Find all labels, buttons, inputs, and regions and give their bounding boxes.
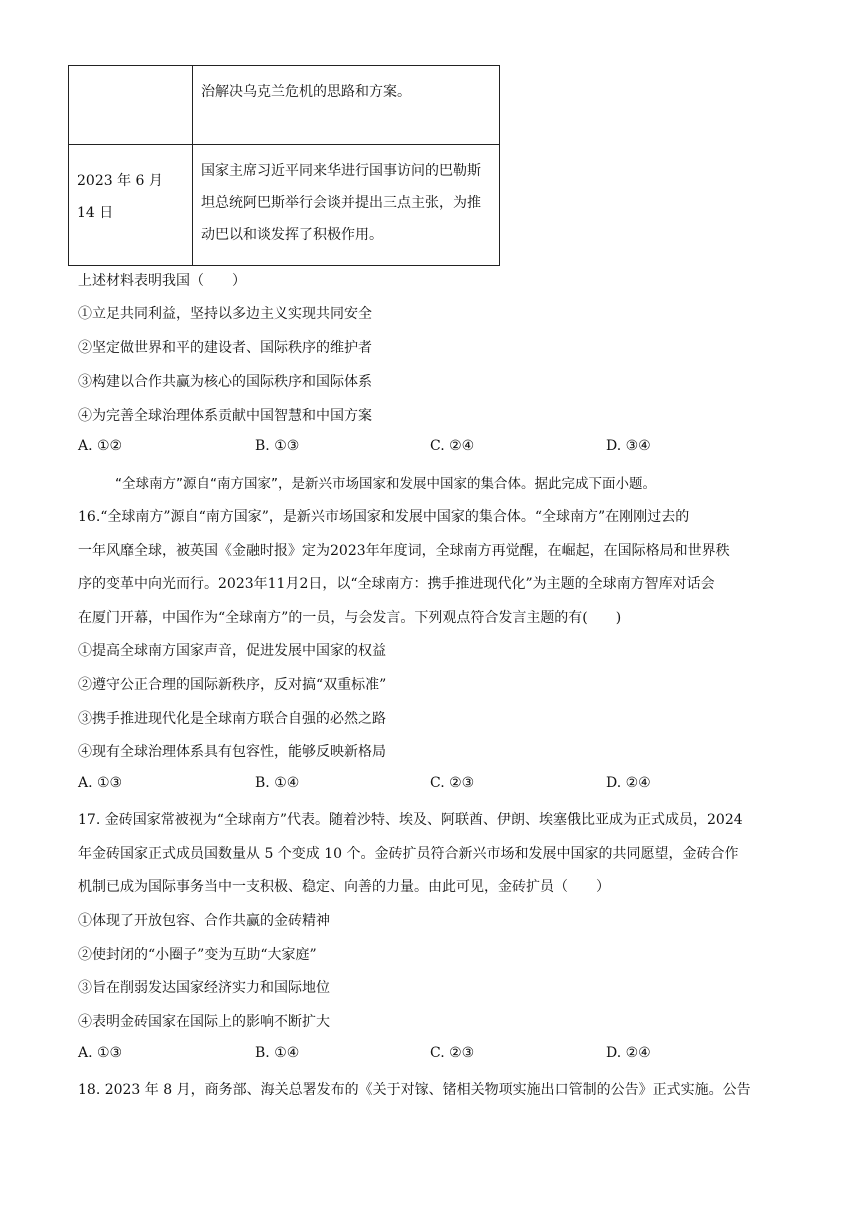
q16-choice-b: B. ①④	[255, 775, 300, 791]
q15-choice-c: C. ②④	[430, 438, 475, 454]
group-intro: “全球南方”源自“南方国家”，是新兴市场国家和发展中国家的集合体。据此完成下面小题。	[115, 476, 656, 492]
table-row	[69, 145, 500, 266]
table-text-cell: 治解决乌克兰危机的思路和方案。	[193, 66, 500, 145]
q18-stem-line: 18. 2023 年 8 月，商务部、海关总署发布的《关于对镓、锗相关物项实施出口管制的公告》正式实施。公告	[78, 1082, 751, 1098]
table-text-cell: 国家主席习近平同来华进行国事访问的巴勒斯坦总统阿巴斯举行会谈并提出三点主张，为推动巴以和谈发挥了积极作用。	[193, 145, 500, 266]
q16-choice-a: A. ①③	[78, 775, 123, 791]
q17-choice-d: D. ②④	[606, 1045, 651, 1061]
q17-stem-line: 17. 金砖国家常被视为“全球南方”代表。随着沙特、埃及、阿联酋、伊朗、埃塞俄比亚成为正式成员，2024	[78, 812, 743, 828]
q17-stem-line: 年金砖国家正式成员国数量从 5 个变成 10 个。金砖扩员符合新兴市场和发展中国家的共同愿望，金砖合作	[78, 846, 739, 862]
q16-option-2: ②遵守公正合理的国际新秩序，反对搞“双重标准”	[78, 677, 387, 693]
q16-stem-line: 一年风靡全球，被英国《金融时报》定为2023年年度词，全球南方再觉醒，在崛起，在国际格局和世界秩	[78, 543, 730, 559]
q17-option-1: ①体现了开放包容、合作共赢的金砖精神	[78, 913, 330, 929]
q15-choice-a: A. ①②	[78, 438, 123, 454]
q17-choice-b: B. ①④	[255, 1045, 300, 1061]
table-date-cell	[69, 66, 193, 145]
q16-stem-line: 16.“全球南方”源自“南方国家”，是新兴市场国家和发展中国家的集合体。“全球南方”在刚刚过去的	[78, 509, 690, 525]
q15-option-1: ①立足共同利益，坚持以多边主义实现共同安全	[78, 306, 372, 322]
table-date-cell: 2023 年 6 月 14 日	[69, 145, 193, 266]
q17-option-2: ②使封闭的“小圈子”变为互助“大家庭”	[78, 947, 317, 963]
q16-option-4: ④现有全球治理体系具有包容性，能够反映新格局	[78, 744, 386, 760]
events-table	[68, 65, 500, 266]
q16-choice-d: D. ②④	[606, 775, 651, 791]
q17-choice-c: C. ②③	[430, 1045, 475, 1061]
q15-choice-b: B. ①③	[255, 438, 300, 454]
q15-option-3: ③构建以合作共赢为核心的国际秩序和国际体系	[78, 374, 372, 390]
q15-stem: 上述材料表明我国（ ）	[78, 273, 246, 289]
q17-option-3: ③旨在削弱发达国家经济实力和国际地位	[78, 980, 330, 996]
q16-stem-line: 序的变革中向光而行。2023年11月2日，以“全球南方：携手推进现代化”为主题的全球南方智库对话会	[78, 576, 715, 592]
q16-stem-line: 在厦门开幕，中国作为“全球南方”的一员，与会发言。下列观点符合发言主题的有( )	[78, 610, 622, 626]
q16-choice-c: C. ②③	[430, 775, 475, 791]
q17-choice-a: A. ①③	[78, 1045, 123, 1061]
q17-option-4: ④表明金砖国家在国际上的影响不断扩大	[78, 1014, 330, 1030]
q16-option-3: ③携手推进现代化是全球南方联合自强的必然之路	[78, 711, 386, 727]
q15-choice-d: D. ③④	[606, 438, 651, 454]
q16-option-1: ①提高全球南方国家声音，促进发展中国家的权益	[78, 643, 386, 659]
table-row	[69, 66, 500, 145]
q15-option-2: ②坚定做世界和平的建设者、国际秩序的维护者	[78, 340, 372, 356]
q15-option-4: ④为完善全球治理体系贡献中国智慧和中国方案	[78, 408, 372, 424]
q17-stem-line: 机制已成为国际事务当中一支积极、稳定、向善的力量。由此可见，金砖扩员（ ）	[78, 879, 610, 895]
